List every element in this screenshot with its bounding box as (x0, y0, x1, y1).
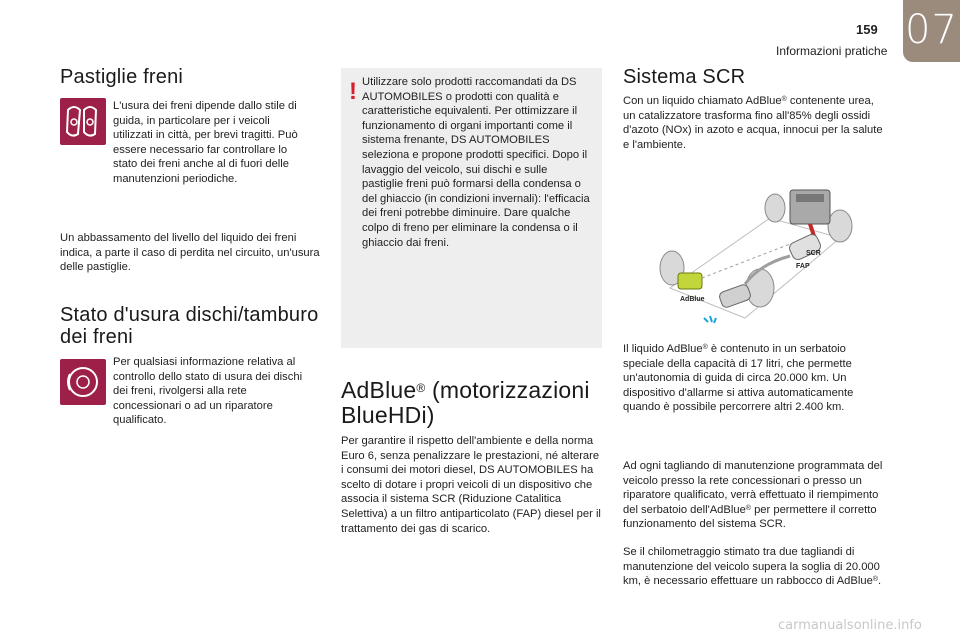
chapter-tab: 07 (903, 0, 960, 62)
disc-wear-heading-line1: Stato d'usura dischi/tamburo (60, 304, 319, 326)
brake-disc-icon (60, 359, 106, 405)
adblue-heading-word: AdBlue (341, 377, 417, 403)
warning-icon: ! (349, 78, 357, 105)
adblue-heading-reg: ® (416, 381, 426, 395)
refill-reg: ® (872, 576, 878, 584)
scr-reg: ® (781, 96, 787, 103)
scr-system-diagram (650, 178, 860, 338)
scr-label: SCR (806, 250, 821, 257)
scr-paragraph: Con un liquido chiamato AdBlue® contenente urea, un catalizzatore trasforma fino all'85% degli ossidi d'azoto (NOx) in azoto e acqua, innocui per la salute e l'ambiente. (623, 95, 883, 151)
tank-paragraph: Il liquido AdBlue® è contenuto in un serbatoio speciale della capacità di 17 litri, che permette un'autonomia di guida di circa 20.000 km. Un dispositivo d'allarme si attiva automaticamente quando è possibile percorrere altri 2.400 km. (623, 343, 854, 414)
adblue-heading (341, 378, 590, 428)
adblue-label: AdBlue (680, 296, 705, 303)
service-paragraph: Ad ogni tagliando di manutenzione programmata del veicolo presso la rete concessionari o presso un riparatore qualificato, verrà effettuato il riempimento del serbatoio dell'AdBlue® per permettere il corretto funzionamento del sistema SCR. (623, 460, 883, 531)
brake-pads-heading: Pastiglie freni (60, 66, 184, 88)
warning-paragraph: Utilizzare solo prodotti raccomandati da DS AUTOMOBILES o prodotti con qualità e caratteristiche equivalenti. Per ottimizzare il funzionamento di organi importanti come il sistema frenante, DS AUTOMOBILES seleziona e propone prodotti specifici. Dopo il lavaggio del veicolo, sui dischi e sulle pastiglie freni può formarsi della condensa o del ghiaccio (in condizioni invernali): l'efficacia dei freni potrebbe diminuire. Dare qualche colpo di freno per eliminare la condensa o il ghiaccio dai freni. (362, 76, 590, 249)
brake-pads-paragraph: L'usura dei freni dipende dallo stile di guida, in particolare per i veicoli utilizzati in città, per brevi tragitti. Può essere necessario far controllare lo stato dei freni anche al di fuori delle manutenzioni periodiche. (113, 100, 298, 185)
adblue-heading-line2: BlueHDi) (341, 402, 435, 428)
adblue-heading-rest: (motorizzazioni (425, 377, 590, 403)
disc-wear-heading-line2: dei freni (60, 326, 133, 348)
disc-wear-paragraph: Per qualsiasi informazione relativa al controllo dello stato di usura dei dischi dei freni, rivolgersi alla rete concessionari o ad un riparatore qualificato. (113, 356, 303, 427)
brake-pads-icon (60, 98, 106, 145)
section-title: Informazioni pratiche (776, 44, 888, 58)
scr-heading: Sistema SCR (623, 66, 746, 88)
fap-label: FAP (796, 263, 810, 270)
disc-wear-heading (60, 304, 318, 348)
adblue-paragraph: Per garantire il rispetto dell'ambiente e della norma Euro 6, senza penalizzare le prestazioni, né alterare i consumi dei motori diesel, DS AUTOMOBILES ha scelto di dotare i propri veicoli di un dispositivo che associa il sistema SCR (Riduzione Catalitica Selettiva) a un filtro antiparticolato (FAP) diesel per il trattamento dei gas di scarico. (341, 435, 601, 535)
service-reg: ® (745, 504, 751, 512)
page-number: 159 (856, 22, 878, 37)
brake-fluid-paragraph: Un abbassamento del livello del liquido dei freni indica, a parte il caso di perdita nel circuito, un'usura delle pastiglie. (60, 232, 320, 274)
refill-paragraph: Se il chilometraggio stimato tra due tagliandi di manutenzione del veicolo supera la soglia di 20.000 km, è necessario effettuare un rabbocco di AdBlue®. (623, 546, 882, 588)
watermark: carmanualsonline.info (778, 618, 922, 633)
tank-reg: ® (702, 344, 708, 351)
